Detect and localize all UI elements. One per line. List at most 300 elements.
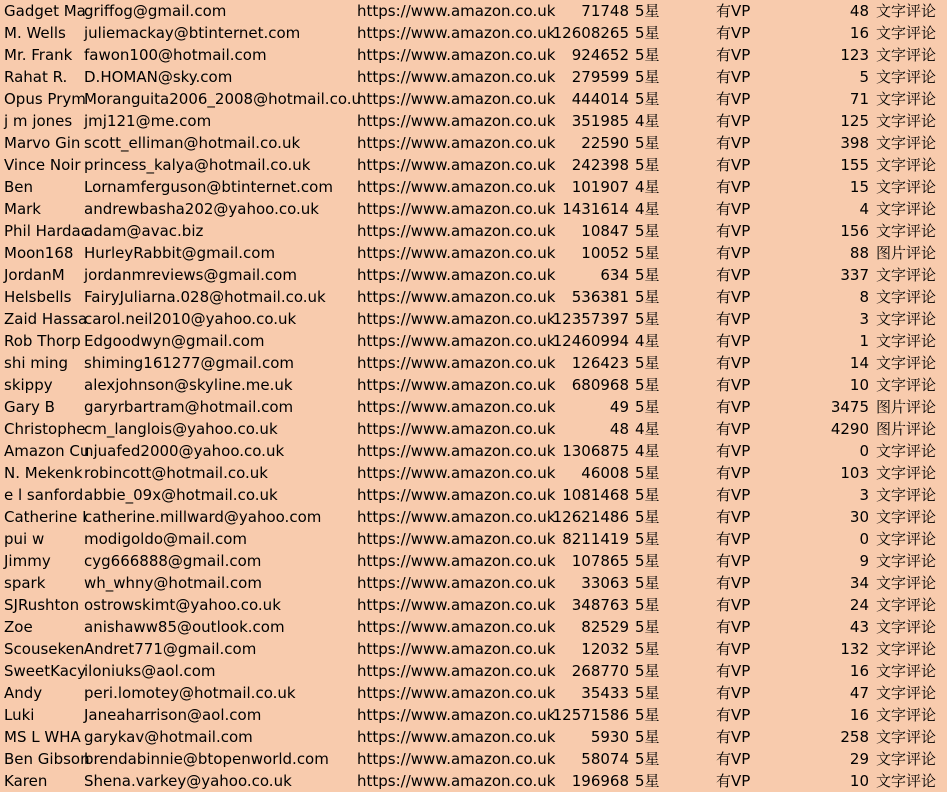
review-count-cell[interactable]: 30 <box>849 508 869 526</box>
email-cell[interactable]: princess_kalya@hotmail.co.uk <box>84 156 311 174</box>
star-rating-cell[interactable]: 5星 <box>635 46 660 64</box>
review-count-cell[interactable]: 1 <box>859 332 869 350</box>
table-row <box>0 308 947 330</box>
rank-number-cell[interactable]: 58074 <box>581 750 629 768</box>
url-cell[interactable]: https://www.amazon.co.uk <box>357 464 556 482</box>
review-count-cell[interactable]: 3 <box>859 486 869 504</box>
vp-status-cell[interactable]: 有VP <box>716 530 751 548</box>
email-cell[interactable]: brendabinnie@btopenworld.com <box>84 750 329 768</box>
reviewer-name-cell[interactable]: shi ming <box>4 354 69 372</box>
email-cell[interactable]: Shena.varkey@yahoo.co.uk <box>84 772 292 790</box>
review-type-cell[interactable]: 文字评论 <box>876 728 937 746</box>
url-cell[interactable]: https://www.amazon.co.uk <box>357 178 556 196</box>
star-rating-cell[interactable]: 5星 <box>635 288 660 306</box>
star-rating-cell[interactable]: 4星 <box>635 442 660 460</box>
review-count-cell[interactable]: 0 <box>859 442 869 460</box>
vp-status-cell[interactable]: 有VP <box>716 24 751 42</box>
vp-status-cell[interactable]: 有VP <box>716 376 751 394</box>
reviewer-name-cell[interactable]: SJRushton <box>4 596 80 614</box>
star-rating-cell[interactable]: 5星 <box>635 68 660 86</box>
review-count-cell[interactable]: 16 <box>849 662 869 680</box>
vp-status-cell[interactable]: 有VP <box>716 772 751 790</box>
vp-status-cell[interactable]: 有VP <box>716 706 751 724</box>
reviewer-name-cell[interactable]: Ben <box>4 178 34 196</box>
url-cell[interactable]: https://www.amazon.co.uk <box>357 354 556 372</box>
vp-status-cell[interactable]: 有VP <box>716 2 751 20</box>
reviewer-name-cell[interactable]: pui w <box>4 530 45 548</box>
review-type-cell[interactable]: 文字评论 <box>876 68 937 86</box>
rank-number-cell[interactable]: 10052 <box>581 244 629 262</box>
star-rating-cell[interactable]: 5星 <box>635 354 660 372</box>
review-type-cell[interactable]: 文字评论 <box>876 464 937 482</box>
url-cell[interactable]: https://www.amazon.co.uk <box>357 2 556 20</box>
reviewer-name-cell[interactable]: Jimmy <box>4 552 51 570</box>
vp-status-cell[interactable]: 有VP <box>716 662 751 680</box>
email-cell[interactable]: ostrowskimt@yahoo.co.uk <box>84 596 281 614</box>
reviewer-name-cell[interactable]: Phil Hardac <box>4 222 89 240</box>
star-rating-cell[interactable]: 4星 <box>635 420 660 438</box>
rank-number-cell[interactable]: 242398 <box>571 156 629 174</box>
table-row <box>0 726 947 748</box>
url-cell[interactable]: https://www.amazon.co.uk <box>357 486 556 504</box>
reviewer-name-cell[interactable]: Luki <box>4 706 35 724</box>
review-type-cell[interactable]: 文字评论 <box>876 90 937 108</box>
url-cell[interactable]: https://www.amazon.co.uk <box>357 662 556 680</box>
url-cell[interactable]: https://www.amazon.co.uk <box>357 46 556 64</box>
review-type-cell[interactable]: 文字评论 <box>876 618 937 636</box>
url-cell[interactable]: https://www.amazon.co.uk <box>357 156 556 174</box>
reviewer-name-cell[interactable]: M. Wells <box>4 24 66 42</box>
reviewer-name-cell[interactable]: MS L WHA <box>4 728 81 746</box>
rank-number-cell[interactable]: 1081468 <box>562 486 629 504</box>
review-type-cell[interactable]: 文字评论 <box>876 772 937 790</box>
reviewer-name-cell[interactable]: e l sanford <box>4 486 84 504</box>
vp-status-cell[interactable]: 有VP <box>716 244 751 262</box>
star-rating-cell[interactable]: 5星 <box>635 156 660 174</box>
vp-status-cell[interactable]: 有VP <box>716 442 751 460</box>
reviewer-name-cell[interactable]: Marvo Gin <box>4 134 81 152</box>
review-count-cell[interactable]: 4 <box>859 200 869 218</box>
email-cell[interactable]: garykav@hotmail.com <box>84 728 253 746</box>
url-cell[interactable]: https://www.amazon.co.uk <box>357 332 556 350</box>
vp-status-cell[interactable]: 有VP <box>716 46 751 64</box>
review-count-cell[interactable]: 24 <box>849 596 869 614</box>
reviewer-name-cell[interactable]: JordanM <box>4 266 65 284</box>
reviewer-name-cell[interactable]: Ben Gibson <box>4 750 90 768</box>
star-rating-cell[interactable]: 5星 <box>635 772 660 790</box>
star-rating-cell[interactable]: 5星 <box>635 530 660 548</box>
rank-number-cell[interactable]: 12621486 <box>552 508 629 526</box>
url-cell[interactable]: https://www.amazon.co.uk <box>357 112 556 130</box>
review-type-cell[interactable]: 文字评论 <box>876 508 937 526</box>
email-cell[interactable]: robincott@hotmail.co.uk <box>84 464 268 482</box>
email-cell[interactable]: abbie_09x@hotmail.co.uk <box>84 486 278 504</box>
reviewer-name-cell[interactable]: SweetKacy <box>4 662 87 680</box>
vp-status-cell[interactable]: 有VP <box>716 156 751 174</box>
review-count-cell[interactable]: 3 <box>859 310 869 328</box>
url-cell[interactable]: https://www.amazon.co.uk <box>357 728 556 746</box>
rank-number-cell[interactable]: 12032 <box>581 640 629 658</box>
review-count-cell[interactable]: 398 <box>840 134 869 152</box>
rank-number-cell[interactable]: 634 <box>600 266 629 284</box>
rank-number-cell[interactable]: 33063 <box>581 574 629 592</box>
review-count-cell[interactable]: 8 <box>859 288 869 306</box>
review-count-cell[interactable]: 29 <box>849 750 869 768</box>
rank-number-cell[interactable]: 348763 <box>571 596 629 614</box>
email-cell[interactable]: iloniuks@aol.com <box>84 662 216 680</box>
star-rating-cell[interactable]: 5星 <box>635 728 660 746</box>
review-type-cell[interactable]: 文字评论 <box>876 552 937 570</box>
rank-number-cell[interactable]: 82529 <box>581 618 629 636</box>
review-count-cell[interactable]: 10 <box>849 376 869 394</box>
email-cell[interactable]: njuafed2000@yahoo.co.uk <box>84 442 285 460</box>
url-cell[interactable]: https://www.amazon.co.uk <box>357 310 556 328</box>
vp-status-cell[interactable]: 有VP <box>716 596 751 614</box>
url-cell[interactable]: https://www.amazon.co.uk <box>357 508 556 526</box>
vp-status-cell[interactable]: 有VP <box>716 354 751 372</box>
star-rating-cell[interactable]: 4星 <box>635 200 660 218</box>
rank-number-cell[interactable]: 351985 <box>571 112 629 130</box>
review-count-cell[interactable]: 88 <box>849 244 869 262</box>
email-cell[interactable]: peri.lomotey@hotmail.co.uk <box>84 684 296 702</box>
star-rating-cell[interactable]: 4星 <box>635 112 660 130</box>
email-cell[interactable]: cm_langlois@yahoo.co.uk <box>84 420 278 438</box>
url-cell[interactable]: https://www.amazon.co.uk <box>357 618 556 636</box>
table-row <box>0 242 947 264</box>
review-type-cell[interactable]: 图片评论 <box>876 244 937 262</box>
vp-status-cell[interactable]: 有VP <box>716 486 751 504</box>
review-type-cell[interactable]: 文字评论 <box>876 222 937 240</box>
vp-status-cell[interactable]: 有VP <box>716 112 751 130</box>
email-cell[interactable]: modigoldo@mail.com <box>84 530 247 548</box>
rank-number-cell[interactable]: 680968 <box>571 376 629 394</box>
email-cell[interactable]: cyg666888@gmail.com <box>84 552 262 570</box>
star-rating-cell[interactable]: 5星 <box>635 464 660 482</box>
review-type-cell[interactable]: 文字评论 <box>876 288 937 306</box>
vp-status-cell[interactable]: 有VP <box>716 574 751 592</box>
url-cell[interactable]: https://www.amazon.co.uk <box>357 596 556 614</box>
vp-status-cell[interactable]: 有VP <box>716 200 751 218</box>
reviewer-name-cell[interactable]: Gadget Ma <box>4 2 86 20</box>
reviewer-name-cell[interactable]: j m jones <box>4 112 73 130</box>
table-row <box>0 110 947 132</box>
review-type-cell[interactable]: 文字评论 <box>876 376 937 394</box>
vp-status-cell[interactable]: 有VP <box>716 266 751 284</box>
rank-number-cell[interactable]: 22590 <box>581 134 629 152</box>
rank-number-cell[interactable]: 107865 <box>571 552 629 570</box>
email-cell[interactable]: griffog@gmail.com <box>84 2 227 20</box>
reviewer-name-cell[interactable]: Helsbells <box>4 288 72 306</box>
star-rating-cell[interactable]: 5星 <box>635 486 660 504</box>
email-cell[interactable]: HurleyRabbit@gmail.com <box>84 244 276 262</box>
email-cell[interactable]: alexjohnson@skyline.me.uk <box>84 376 293 394</box>
vp-status-cell[interactable]: 有VP <box>716 288 751 306</box>
review-count-cell[interactable]: 103 <box>840 464 869 482</box>
url-cell[interactable]: https://www.amazon.co.uk <box>357 420 556 438</box>
review-count-cell[interactable]: 16 <box>849 706 869 724</box>
review-type-cell[interactable]: 文字评论 <box>876 266 937 284</box>
rank-number-cell[interactable]: 268770 <box>571 662 629 680</box>
rank-number-cell[interactable]: 5930 <box>590 728 629 746</box>
url-cell[interactable]: https://www.amazon.co.uk <box>357 574 556 592</box>
table-row <box>0 286 947 308</box>
rank-number-cell[interactable]: 1306875 <box>562 442 629 460</box>
reviewer-name-cell[interactable]: Christophe <box>4 420 86 438</box>
reviewer-name-cell[interactable]: Scouseken <box>4 640 85 658</box>
email-cell[interactable]: Lornamferguson@btinternet.com <box>84 178 333 196</box>
review-count-cell[interactable]: 5 <box>859 68 869 86</box>
table-row <box>0 594 947 616</box>
rank-number-cell[interactable]: 71748 <box>581 2 629 20</box>
review-count-cell[interactable]: 47 <box>849 684 869 702</box>
rank-number-cell[interactable]: 35433 <box>581 684 629 702</box>
review-count-cell[interactable]: 10 <box>849 772 869 790</box>
email-cell[interactable]: andrewbasha202@yahoo.co.uk <box>84 200 319 218</box>
email-cell[interactable]: Moranguita2006_2008@hotmail.co.u <box>84 90 362 108</box>
email-cell[interactable]: FairyJuliarna.028@hotmail.co.uk <box>84 288 326 306</box>
table-row <box>0 770 947 792</box>
review-type-cell[interactable]: 文字评论 <box>876 332 937 350</box>
review-count-cell[interactable]: 71 <box>849 90 869 108</box>
rank-number-cell[interactable]: 49 <box>609 398 629 416</box>
vp-status-cell[interactable]: 有VP <box>716 640 751 658</box>
review-count-cell[interactable]: 9 <box>859 552 869 570</box>
review-count-cell[interactable]: 43 <box>849 618 869 636</box>
email-cell[interactable]: jordanmreviews@gmail.com <box>84 266 297 284</box>
review-type-cell[interactable]: 文字评论 <box>876 112 937 130</box>
url-cell[interactable]: https://www.amazon.co.uk <box>357 244 556 262</box>
email-cell[interactable]: shiming161277@gmail.com <box>84 354 295 372</box>
table-row <box>0 264 947 286</box>
vp-status-cell[interactable]: 有VP <box>716 310 751 328</box>
email-cell[interactable]: wh_whny@hotmail.com <box>84 574 262 592</box>
email-cell[interactable]: scott_elliman@hotmail.co.uk <box>84 134 301 152</box>
url-cell[interactable]: https://www.amazon.co.uk <box>357 750 556 768</box>
review-type-cell[interactable]: 文字评论 <box>876 640 937 658</box>
url-cell[interactable]: https://www.amazon.co.uk <box>357 442 556 460</box>
email-cell[interactable]: carol.neil2010@yahoo.co.uk <box>84 310 297 328</box>
url-cell[interactable]: https://www.amazon.co.uk <box>357 376 556 394</box>
review-count-cell[interactable]: 16 <box>849 24 869 42</box>
review-type-cell[interactable]: 文字评论 <box>876 596 937 614</box>
reviewer-name-cell[interactable]: Opus Prym <box>4 90 86 108</box>
email-cell[interactable]: Andret771@gmail.com <box>84 640 257 658</box>
star-rating-cell[interactable]: 5星 <box>635 2 660 20</box>
url-cell[interactable]: https://www.amazon.co.uk <box>357 552 556 570</box>
url-cell[interactable]: https://www.amazon.co.uk <box>357 68 556 86</box>
review-type-cell[interactable]: 文字评论 <box>876 750 937 768</box>
review-count-cell[interactable]: 258 <box>840 728 869 746</box>
rank-number-cell[interactable]: 101907 <box>571 178 629 196</box>
review-count-cell[interactable]: 3475 <box>830 398 869 416</box>
vp-status-cell[interactable]: 有VP <box>716 332 751 350</box>
url-cell[interactable]: https://www.amazon.co.uk <box>357 530 556 548</box>
url-cell[interactable]: https://www.amazon.co.uk <box>357 706 556 724</box>
reviewer-name-cell[interactable]: Zoe <box>4 618 33 636</box>
email-cell[interactable]: garyrbartram@hotmail.com <box>84 398 294 416</box>
url-cell[interactable]: https://www.amazon.co.uk <box>357 288 556 306</box>
url-cell[interactable]: https://www.amazon.co.uk <box>357 640 556 658</box>
review-count-cell[interactable]: 0 <box>859 530 869 548</box>
review-type-cell[interactable]: 文字评论 <box>876 178 937 196</box>
star-rating-cell[interactable]: 5星 <box>635 90 660 108</box>
reviewer-name-cell[interactable]: Mark <box>4 200 41 218</box>
rank-number-cell[interactable]: 8211419 <box>562 530 629 548</box>
email-cell[interactable]: Edgoodwyn@gmail.com <box>84 332 265 350</box>
url-cell[interactable]: https://www.amazon.co.uk <box>357 684 556 702</box>
reviewer-name-cell[interactable]: Amazon Cu <box>4 442 90 460</box>
table-row <box>0 418 947 440</box>
vp-status-cell[interactable]: 有VP <box>716 508 751 526</box>
rank-number-cell[interactable]: 126423 <box>571 354 629 372</box>
review-type-cell[interactable]: 文字评论 <box>876 310 937 328</box>
review-type-cell[interactable]: 文字评论 <box>876 2 937 20</box>
rank-number-cell[interactable]: 10847 <box>581 222 629 240</box>
reviewer-name-cell[interactable]: Rahat R. <box>4 68 68 86</box>
vp-status-cell[interactable]: 有VP <box>716 684 751 702</box>
table-row <box>0 220 947 242</box>
rank-number-cell[interactable]: 924652 <box>571 46 629 64</box>
review-type-cell[interactable]: 文字评论 <box>876 662 937 680</box>
review-type-cell[interactable]: 文字评论 <box>876 486 937 504</box>
url-cell[interactable]: https://www.amazon.co.uk <box>357 90 556 108</box>
review-type-cell[interactable]: 文字评论 <box>876 200 937 218</box>
star-rating-cell[interactable]: 5星 <box>635 376 660 394</box>
vp-status-cell[interactable]: 有VP <box>716 420 751 438</box>
reviewer-name-cell[interactable]: spark <box>4 574 46 592</box>
vp-status-cell[interactable]: 有VP <box>716 552 751 570</box>
review-count-cell[interactable]: 14 <box>849 354 869 372</box>
star-rating-cell[interactable]: 5星 <box>635 662 660 680</box>
review-type-cell[interactable]: 图片评论 <box>876 398 937 416</box>
reviewer-name-cell[interactable]: N. Mekenk <box>4 464 83 482</box>
review-count-cell[interactable]: 155 <box>840 156 869 174</box>
review-type-cell[interactable]: 文字评论 <box>876 156 937 174</box>
rank-number-cell[interactable]: 536381 <box>571 288 629 306</box>
star-rating-cell[interactable]: 5星 <box>635 552 660 570</box>
url-cell[interactable]: https://www.amazon.co.uk <box>357 398 556 416</box>
star-rating-cell[interactable]: 5星 <box>635 24 660 42</box>
email-cell[interactable]: D.HOMAN@sky.com <box>84 68 233 86</box>
rank-number-cell[interactable]: 12460994 <box>552 332 629 350</box>
vp-status-cell[interactable]: 有VP <box>716 90 751 108</box>
review-type-cell[interactable]: 文字评论 <box>876 530 937 548</box>
rank-number-cell[interactable]: 48 <box>609 420 629 438</box>
reviewer-name-cell[interactable]: Mr. Frank <box>4 46 73 64</box>
review-type-cell[interactable]: 文字评论 <box>876 442 937 460</box>
review-type-cell[interactable]: 文字评论 <box>876 684 937 702</box>
vp-status-cell[interactable]: 有VP <box>716 134 751 152</box>
review-count-cell[interactable]: 34 <box>849 574 869 592</box>
star-rating-cell[interactable]: 5星 <box>635 596 660 614</box>
reviewer-name-cell[interactable]: Andy <box>4 684 43 702</box>
vp-status-cell[interactable]: 有VP <box>716 464 751 482</box>
vp-status-cell[interactable]: 有VP <box>716 222 751 240</box>
url-cell[interactable]: https://www.amazon.co.uk <box>357 200 556 218</box>
vp-status-cell[interactable]: 有VP <box>716 68 751 86</box>
review-type-cell[interactable]: 文字评论 <box>876 134 937 152</box>
vp-status-cell[interactable]: 有VP <box>716 178 751 196</box>
url-cell[interactable]: https://www.amazon.co.uk <box>357 134 556 152</box>
table-row <box>0 506 947 528</box>
reviewer-name-cell[interactable]: Karen <box>4 772 48 790</box>
reviewer-name-cell[interactable]: Rob Thorp <box>4 332 81 350</box>
review-type-cell[interactable]: 文字评论 <box>876 354 937 372</box>
email-cell[interactable]: adam@avac.biz <box>84 222 204 240</box>
review-type-cell[interactable]: 文字评论 <box>876 574 937 592</box>
email-cell[interactable]: catherine.millward@yahoo.com <box>84 508 322 526</box>
review-type-cell[interactable]: 图片评论 <box>876 420 937 438</box>
url-cell[interactable]: https://www.amazon.co.uk <box>357 772 556 790</box>
star-rating-cell[interactable]: 5星 <box>635 222 660 240</box>
review-type-cell[interactable]: 文字评论 <box>876 46 937 64</box>
star-rating-cell[interactable]: 5星 <box>635 134 660 152</box>
url-cell[interactable]: https://www.amazon.co.uk <box>357 24 556 42</box>
reviewer-name-cell[interactable]: Catherine I <box>4 508 87 526</box>
email-cell[interactable]: anishaww85@outlook.com <box>84 618 285 636</box>
star-rating-cell[interactable]: 4星 <box>635 178 660 196</box>
reviewer-name-cell[interactable]: Zaid Hassa <box>4 310 88 328</box>
rank-number-cell[interactable]: 12608265 <box>552 24 629 42</box>
email-cell[interactable]: jmj121@me.com <box>84 112 212 130</box>
review-count-cell[interactable]: 4290 <box>830 420 869 438</box>
star-rating-cell[interactable]: 5星 <box>635 684 660 702</box>
star-rating-cell[interactable]: 5星 <box>635 508 660 526</box>
reviewer-name-cell[interactable]: Moon168 <box>4 244 74 262</box>
rank-number-cell[interactable]: 279599 <box>571 68 629 86</box>
star-rating-cell[interactable]: 5星 <box>635 266 660 284</box>
star-rating-cell[interactable]: 5星 <box>635 398 660 416</box>
rank-number-cell[interactable]: 1431614 <box>562 200 629 218</box>
rank-number-cell[interactable]: 46008 <box>581 464 629 482</box>
vp-status-cell[interactable]: 有VP <box>716 618 751 636</box>
email-cell[interactable]: juliemackay@btinternet.com <box>84 24 301 42</box>
table-row <box>0 154 947 176</box>
reviewer-name-cell[interactable]: Vince Noir <box>4 156 81 174</box>
rank-number-cell[interactable]: 12357397 <box>552 310 629 328</box>
star-rating-cell[interactable]: 5星 <box>635 640 660 658</box>
review-count-cell[interactable]: 48 <box>849 2 869 20</box>
review-count-cell[interactable]: 132 <box>840 640 869 658</box>
email-cell[interactable]: Janeaharrison@aol.com <box>84 706 262 724</box>
rank-number-cell[interactable]: 444014 <box>571 90 629 108</box>
vp-status-cell[interactable]: 有VP <box>716 398 751 416</box>
star-rating-cell[interactable]: 5星 <box>635 618 660 636</box>
star-rating-cell[interactable]: 5星 <box>635 750 660 768</box>
star-rating-cell[interactable]: 5星 <box>635 310 660 328</box>
vp-status-cell[interactable]: 有VP <box>716 750 751 768</box>
vp-status-cell[interactable]: 有VP <box>716 728 751 746</box>
rank-number-cell[interactable]: 196968 <box>571 772 629 790</box>
review-type-cell[interactable]: 文字评论 <box>876 24 937 42</box>
review-count-cell[interactable]: 125 <box>840 112 869 130</box>
review-count-cell[interactable]: 337 <box>840 266 869 284</box>
rank-number-cell[interactable]: 12571586 <box>552 706 629 724</box>
email-cell[interactable]: fawon100@hotmail.com <box>84 46 267 64</box>
star-rating-cell[interactable]: 4星 <box>635 332 660 350</box>
star-rating-cell[interactable]: 5星 <box>635 706 660 724</box>
star-rating-cell[interactable]: 5星 <box>635 574 660 592</box>
url-cell[interactable]: https://www.amazon.co.uk <box>357 266 556 284</box>
reviewer-name-cell[interactable]: Gary B <box>4 398 55 416</box>
reviewer-name-cell[interactable]: skippy <box>4 376 53 394</box>
review-type-cell[interactable]: 文字评论 <box>876 706 937 724</box>
review-count-cell[interactable]: 15 <box>849 178 869 196</box>
review-count-cell[interactable]: 123 <box>840 46 869 64</box>
url-cell[interactable]: https://www.amazon.co.uk <box>357 222 556 240</box>
review-count-cell[interactable]: 156 <box>840 222 869 240</box>
star-rating-cell[interactable]: 5星 <box>635 244 660 262</box>
